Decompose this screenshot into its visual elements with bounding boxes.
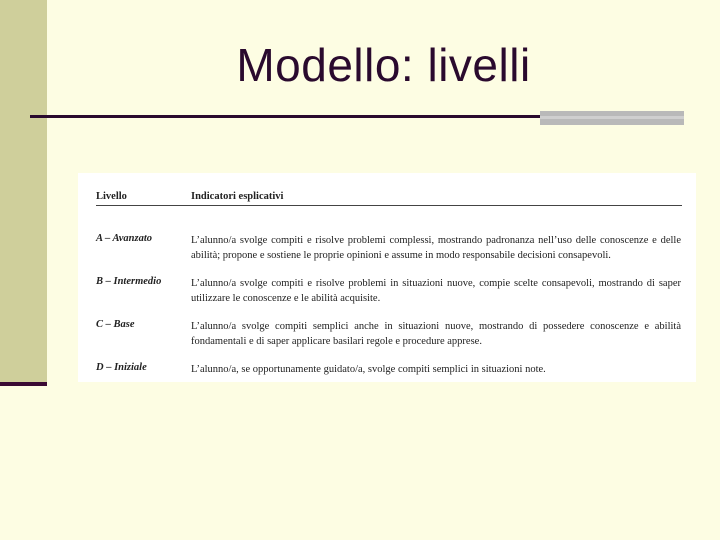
level-description: L’alunno/a, se opportunamente guidato/a, svolge compiti semplici in situazioni note. xyxy=(191,364,546,375)
table-header xyxy=(96,191,682,205)
level-label: C – Base xyxy=(96,319,135,330)
levels-table xyxy=(78,173,696,382)
left-bar-accent-line xyxy=(0,382,47,386)
level-description: L’alunno/a svolge compiti e risolve problemi in situazioni nuove, compie scelte consapevoli, mostrando di saper utilizzare le conoscenze e le abilità acquisite. xyxy=(191,278,681,304)
slide-title: Modello: livelli xyxy=(236,39,531,91)
table-header-divider xyxy=(96,205,682,206)
left-decorative-bar xyxy=(0,0,47,384)
header-livello: Livello xyxy=(96,191,127,202)
level-label: A – Avanzato xyxy=(96,233,153,244)
level-description: L’alunno/a svolge compiti e risolve problemi complessi, mostrando padronanza nell’uso delle conoscenze e delle abilità; propone e sostiene le proprie opinioni e assume in modo responsabile decisioni consapevoli. xyxy=(191,235,681,261)
level-label: D – Iniziale xyxy=(96,362,147,373)
level-label: B – Intermedio xyxy=(96,276,162,287)
header-indicatori: Indicatori esplicativi xyxy=(191,191,284,202)
title-underline-grey-accent xyxy=(540,111,684,125)
level-description: L’alunno/a svolge compiti semplici anche in situazioni nuove, mostrando di possedere conoscenze e abilità fondamentali e di saper applicare basilari regole e procedure apprese. xyxy=(191,321,681,347)
